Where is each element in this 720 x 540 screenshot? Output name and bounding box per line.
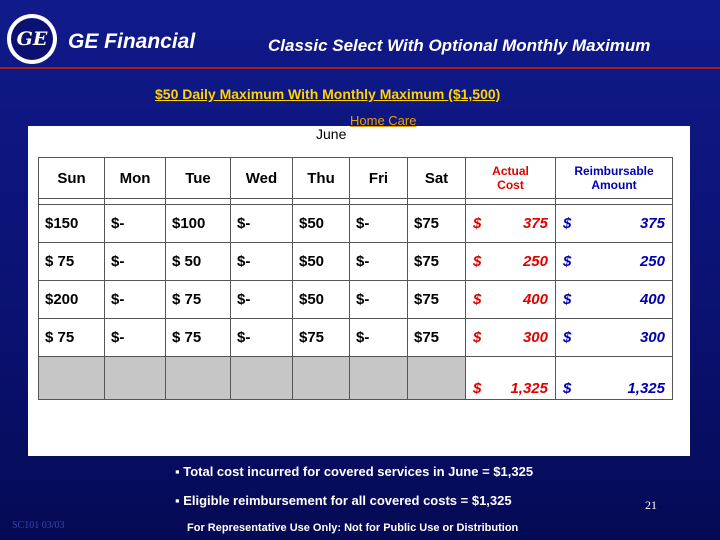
week1-sun: $150 — [39, 205, 105, 243]
header-reimb-line1: Reimbursable — [574, 164, 654, 178]
week4-actual-cost: $ 300 — [466, 319, 556, 357]
month-label: June — [316, 126, 347, 142]
total-wed — [231, 357, 293, 400]
document-code: SC101 03/03 — [12, 520, 65, 531]
week1-thu: $50 — [293, 205, 350, 243]
week4-wed: $- — [231, 319, 293, 357]
brand-name: GE Financial — [68, 30, 196, 53]
week2-mon: $- — [105, 243, 166, 281]
total-actual-cost: $ 1,325 — [466, 357, 556, 400]
title-divider — [0, 67, 720, 69]
ge-monogram: GE — [11, 18, 53, 60]
header-actual-line1: Actual — [492, 164, 529, 178]
week4-thu: $75 — [293, 319, 350, 357]
header-sat: Sat — [408, 158, 466, 199]
week1-mon: $- — [105, 205, 166, 243]
week1-sat: $75 — [408, 205, 466, 243]
total-tue — [166, 357, 231, 400]
table-row — [39, 281, 673, 319]
week1-tue: $100 — [166, 205, 231, 243]
week1-reimbursable: $ 375 — [556, 205, 673, 243]
header-fri: Fri — [350, 158, 408, 199]
total-sun — [39, 357, 105, 400]
week4-sun: $ 75 — [39, 319, 105, 357]
total-sat — [408, 357, 466, 400]
week4-fri: $- — [350, 319, 408, 357]
week3-reimbursable: $ 400 — [556, 281, 673, 319]
table-header-row — [39, 158, 673, 199]
header-sun: Sun — [39, 158, 105, 199]
total-fri — [350, 357, 408, 400]
service-label: Home Care — [350, 113, 417, 128]
week2-sat: $75 — [408, 243, 466, 281]
week2-wed: $- — [231, 243, 293, 281]
week2-reimbursable: $ 250 — [556, 243, 673, 281]
slide-title: Classic Select With Optional Monthly Maximum — [268, 36, 651, 55]
total-thu — [293, 357, 350, 400]
table-row — [39, 243, 673, 281]
total-reimbursable: $ 1,325 — [556, 357, 673, 400]
week1-actual-cost: $ 375 — [466, 205, 556, 243]
total-row — [39, 357, 673, 400]
week2-sun: $ 75 — [39, 243, 105, 281]
header-mon: Mon — [105, 158, 166, 199]
week2-tue: $ 50 — [166, 243, 231, 281]
week4-sat: $75 — [408, 319, 466, 357]
header-reimbursable-amount — [556, 158, 673, 199]
table-row — [39, 205, 673, 243]
week2-thu: $50 — [293, 243, 350, 281]
week3-tue: $ 75 — [166, 281, 231, 319]
week4-mon: $- — [105, 319, 166, 357]
bullet-eligible-reimbursement: ▪ Eligible reimbursement for all covered costs = $1,325 — [175, 493, 512, 508]
header-actual-line2: Cost — [497, 178, 524, 192]
week1-fri: $- — [350, 205, 408, 243]
header-thu: Thu — [293, 158, 350, 199]
week4-tue: $ 75 — [166, 319, 231, 357]
week3-actual-cost: $ 400 — [466, 281, 556, 319]
header-reimb-line2: Amount — [591, 178, 637, 192]
calendar-table — [38, 157, 673, 400]
week3-sat: $75 — [408, 281, 466, 319]
total-mon — [105, 357, 166, 400]
header-actual-cost — [466, 158, 556, 199]
header-tue: Tue — [166, 158, 231, 199]
page-number: 21 — [645, 498, 657, 512]
footer-disclaimer: For Representative Use Only: Not for Public Use or Distribution — [187, 522, 519, 534]
week3-thu: $50 — [293, 281, 350, 319]
bullet-total-cost: ▪ Total cost incurred for covered services in June = $1,325 — [175, 464, 534, 479]
header-wed: Wed — [231, 158, 293, 199]
week3-sun: $200 — [39, 281, 105, 319]
ge-logo — [7, 14, 57, 64]
week3-fri: $- — [350, 281, 408, 319]
week3-wed: $- — [231, 281, 293, 319]
week2-fri: $- — [350, 243, 408, 281]
week3-mon: $- — [105, 281, 166, 319]
week4-reimbursable: $ 300 — [556, 319, 673, 357]
week1-wed: $- — [231, 205, 293, 243]
table-row — [39, 319, 673, 357]
slide-subtitle: $50 Daily Maximum With Monthly Maximum ($1,500) — [155, 86, 501, 102]
week2-actual-cost: $ 250 — [466, 243, 556, 281]
